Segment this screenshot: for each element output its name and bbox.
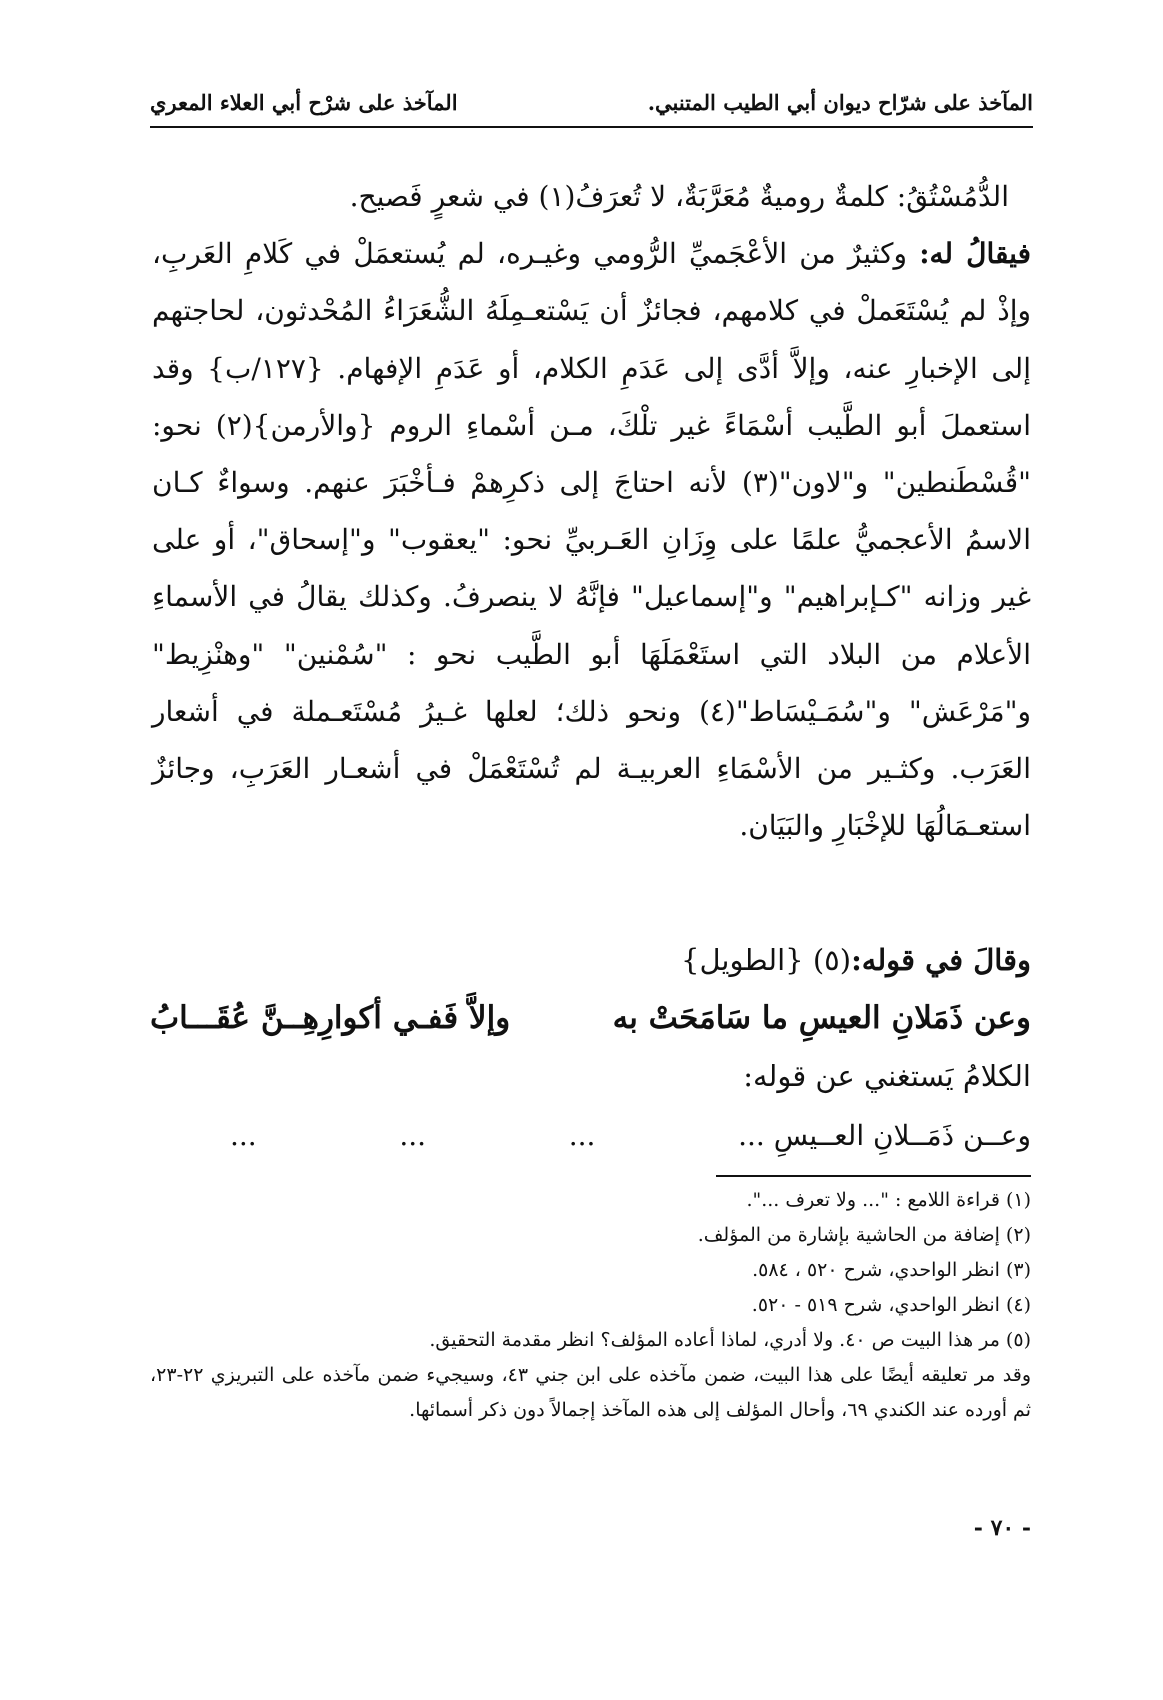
footnote-item: (٢) إضافة من الحاشية بإشارة من المؤلف. [697,1224,1031,1246]
paragraph-reply [152,225,1031,854]
verse-intro-lead: وقالَ في قوله: [851,943,1031,977]
abbreviated-start: وعــن ذَمَــلانِ العــيسِ ... [738,1118,1031,1152]
abbreviated-dots: ... [568,1118,596,1152]
poem-verse [150,990,1031,1046]
verse-abbreviated [230,1110,1031,1160]
verse-comment: الكلامُ يَستغني عن قوله: [743,1059,1031,1093]
reply-lead: فيقالُ له: [919,237,1032,271]
footnote-item: (١) قراءة اللامع : "... ولا تعرف ...". [746,1189,1031,1211]
footnote-item: (٤) انظر الواحدي، شرح ٥١٩ - ٥٢٠. [751,1294,1031,1316]
footnote-item: (٥) مر هذا البيت ص ٤٠. ولا أدري، لماذا أعاده المؤلف؟ انظر مقدمة التحقيق. [429,1329,1031,1351]
abbreviated-dots: ... [230,1118,257,1152]
header-section-title: المآخذ على شرْح أبي العلاء المعري [150,89,458,115]
verse-hemistich-first: وعن ذَمَلانِ العيسِ ما سَامَحَتْ به [612,1000,1031,1036]
verse-hemistich-second: وإلاَّ فَفـي أكوارِهِــنَّ عُقَـــابُ [150,1000,511,1036]
header-rule [150,126,1033,128]
footnote-item: وقد مر تعليقه أيضًا على هذا البيت، ضمن مآخذه على ابن جني ٤٣، وسيجيء ضمن مآخذه على التبريزي ٢٢-٢٣، ثم أورده عند الكندي ٦٩، وأحال المؤلف إلى هذه المآخذ إجمالاً دون ذكر أسمائها. [150,1364,1032,1421]
page-number: - ٧٠ - [973,1515,1031,1541]
footnote-rule [716,1175,1031,1177]
reply-text: وكثيرٌ من الأعْجَميِّ الرُّومي وغيـره، لم يُستعمَلْ في كَلامِ العَربِ، وإذْ لم يُسْتَعَملْ في كلامهم، فجائزٌ أن يَسْتعـمِلَهُ الشُّعَرَاءُ المُحْدثون، لحاجتهم إلى الإخبارِ عنه، وإلاَّ أدَّى إلى عَدَمِ الكلام، أو عَدَمِ الإفهام. {١٢٧/ب} وقد استعملَ أبو الطَّيب أسْمَاءً غير تلْكَ، مـن أسْماءِ الروم {والأرمن}(٢) نحو: "قُسْطَنطين" و"لاون"(٣) لأنه احتاجَ إلى ذكرِهمْ فـأخْبَرَ عنهم. وسواءٌ كـان الاسمُ الأعجميُّ علمًا على وِزَانِ العَـربيِّ نحو: "يعقوب" و"إسحاق"، أو على غير وزانه "كـإبراهيم" و"إسماعيل" فإنَّهُ لا ينصرفُ. وكذلك يقالُ في الأسماءِ الأعلام من البلاد التي استَعْمَلَهَا أبو الطَّيب نحو : "سُمْنين" "وهنْزِيط" و"مَرْعَش" و"سُمَـيْسَاط"(٤) ونحو ذلك؛ لعلها غـيرُ مُسْتَعـملة في أشعار العَرَب. وكثـير من الأسْمَاءِ العربيـة لم تُسْتَعْمَلْ في أشعـار العَرَبِ، وجائزٌ استعـمَالُهَا للإخْبَارِ والبَيَان. [152,237,1032,843]
footnotes [150,1183,1031,1428]
header-book-title: المآخذ على شرّاح ديوان أبي الطيب المتنبي [655,89,1033,115]
header-separator: . [647,89,655,115]
footnote-item: (٣) انظر الواحدي، شرح ٥٢٠ ، ٥٨٤. [752,1259,1031,1281]
verse-intro [431,935,1031,985]
abbreviated-dots: ... [399,1118,427,1152]
verse-meter-ref: (٥) {الطويل} [681,943,852,977]
paragraph-definition: الدُّمُسْتُقُ: كلمةٌ روميةٌ مُعَرَّبَةٌ، لا تُعرَفُ(١) في شعرٍ فَصيح. [349,180,1009,213]
running-header [150,82,1033,122]
main-text [152,168,1031,854]
